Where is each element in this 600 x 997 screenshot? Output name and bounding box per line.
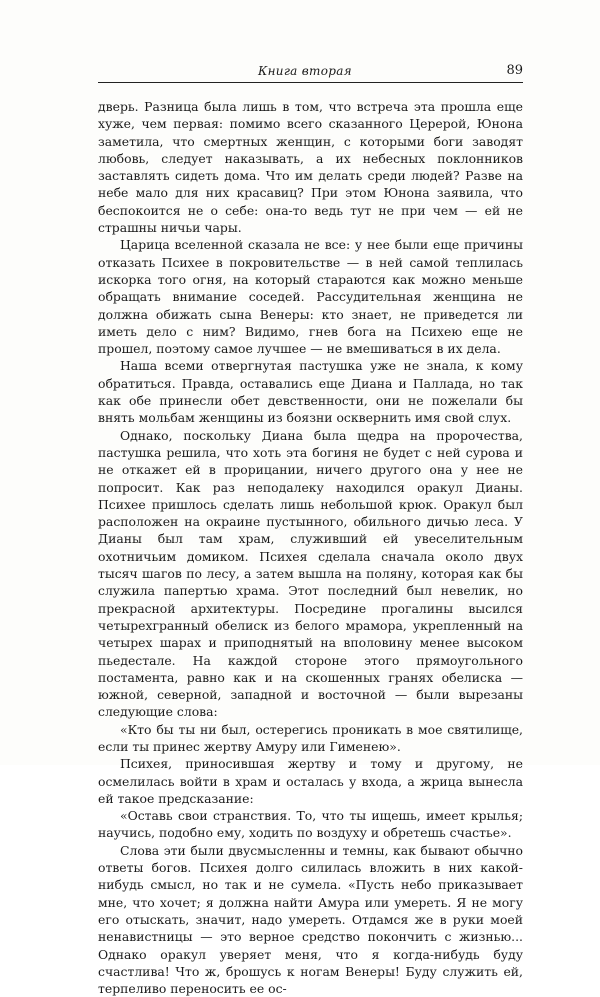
- oracle-quote: «Оставь свои странствия. То, что ты ищешь, имеет крылья; научись, подобно ему, ходить по воздуху и обретешь счастье».: [98, 808, 523, 841]
- running-title: Книга вторая: [258, 64, 352, 78]
- paragraph: Однако, поскольку Диана была щедра на пророчества, пастушка решила, что хоть эта богиня не будет с ней сурова и не откажет ей в прорицании, ничего другого она у нее не попросит. Как раз неподалеку находился оракул Дианы. Психее пришлось сделать лишь небольшой крюк. Оракул был расположен на окраине пустынного, обильного дичью леса. У Дианы был там храм, служивший ей увеселительным охотничьим домиком. Психея сделала сначала около двух тысяч шагов по лесу, а затем вышла на поляну, которая как бы служила папертью храма. Этот последний был невелик, но прекрасной архитектуры. Посредине прогалины высился четырехгранный обелиск из белого мрамора, укрепленный на четырех шарах и приподнятый на вполовину менее высоком пьедестале. На каждой стороне этого прямоугольного постамента, равно как и на скошенных гранях обелиска — южной, северной, западной и восточной — были вырезаны следующие слова:: [98, 427, 523, 720]
- paragraph: дверь. Разница была лишь в том, что встреча эта прошла еще хуже, чем первая: помимо всего сказанного Церерой, Юнона заметила, что смертных женщин, с которыми боги заводят любовь, следует наказывать, а их небесных поклонников заставлять сидеть дома. Что им делать среди людей? Разве на небе мало для них красавиц? При этом Юнона заявила, что беспокоится не о себе: она-то ведь тут не при чем — ей не страшны ничьи чары.: [98, 99, 523, 236]
- paragraph: Наша всеми отвергнутая пастушка уже не знала, к кому обратиться. Правда, оставались еще Диана и Паллада, но так как обе принесли обет девственности, они не пожелали бы внять мольбам женщины из боязни осквернить имя свой слух.: [98, 358, 523, 426]
- paragraph: Слова эти были двусмысленны и темны, как бывают обычно ответы богов. Психея долго силилась вложить в них какой-нибудь смысл, но так и не сумела. «Пусть небо приказывает мне, что хочет; я должна найти Амура или умереть. Я не могу его отыскать, значит, надо умереть. Отдамся же в руки моей ненавистницы — это верное средство покончить с жизнью... Однако оракул уверяет меня, что я когда-нибудь буду счастлива! Что ж, брошусь к ногам Венеры! Буду служить ей, терпеливо переносить ее ос-: [98, 842, 523, 997]
- inscription-quote: «Кто бы ты ни был, остерегись проникать в мое святилище, если ты принес жертву Амуру или Гименею».: [98, 721, 523, 754]
- page-number: 89: [506, 63, 523, 78]
- paragraph: Психея, приносившая жертву и тому и другому, не осмелилась войти в храм и осталась у входа, а жрица вынесла ей такое предсказание:: [98, 756, 523, 806]
- running-header: [98, 62, 523, 83]
- paragraph: Царица вселенной сказала не все: у нее были еще причины отказать Психее в покровительстве — в ней самой теплилась искорка того огня, на который стараются как можно меньше обращать внимание соседей. Рассудительная женщина не должна обижать сына Венеры: кто знает, не приведется ли иметь дело с ним? Видимо, гнев бога на Психею еще не прошел, поэтому самое лучшее — не вмешиваться в их дела.: [98, 237, 523, 357]
- body-text: [98, 98, 523, 997]
